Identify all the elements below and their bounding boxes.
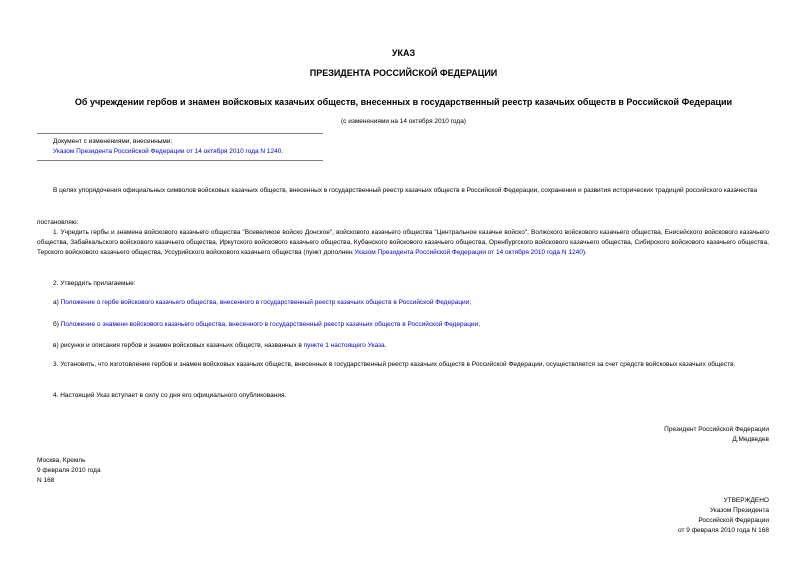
doc-name: Об учреждении гербов и знамен войсковых казачьих обществ, внесенных в государственный реестр казачьих обществ в Российской Федерации	[74, 97, 733, 107]
president-signature	[664, 425, 769, 445]
changes-label: Документ с изменениями, внесенными:	[53, 138, 173, 145]
approved-line-4: от 9 февраля 2010 года N 168	[678, 527, 769, 534]
signature-position: Президент Российской Федерации	[664, 426, 769, 433]
changes-link-suffix: .	[281, 148, 284, 155]
paragraph-2b-prefix: б)	[53, 321, 61, 328]
paragraph-1-link[interactable]: Указом Президента Российской Федерации от 14 октября 2010 года N 1240	[354, 249, 583, 256]
approved-line-3: Российской Федерации	[698, 517, 769, 524]
date: 9 февраля 2010 года	[37, 467, 101, 474]
paragraph-2b-end: ;	[478, 321, 480, 328]
changes-box	[37, 133, 323, 161]
changes-link[interactable]: Указом Президента Российской Федерации от 14 октября 2010 года N 1240	[53, 148, 282, 155]
clause-1-link[interactable]: пункте 1 настоящего Указа	[303, 342, 385, 349]
decree-number: N 168	[37, 477, 55, 484]
paragraph-2a-prefix: а)	[53, 299, 61, 306]
paragraph-2c-text: в) рисунки и описания гербов и знамен войсковых казачьих обществ, названных в	[53, 342, 304, 349]
paragraph-2c-end: .	[384, 342, 387, 349]
place: Москва, Кремль	[37, 457, 86, 464]
approved-line-2: Указом Президента	[709, 507, 769, 514]
signature-name: Д.Медведев	[732, 436, 769, 443]
banner-regulation-link[interactable]: Положение о знамени войскового казачьего общества, внесенного в государственный реестр казачьих обществ в Российской Федерации	[60, 321, 479, 328]
approved-line-1: УТВЕРЖДЕНО	[723, 497, 769, 504]
decree-word: постановляю:	[37, 219, 79, 226]
approved-block	[678, 496, 769, 536]
amendment-note: (с изменениями на 14 октября 2010 года)	[341, 118, 466, 125]
paragraph-2a-end: ;	[469, 299, 472, 306]
coat-of-arms-regulation-link[interactable]: Положение о гербе войскового казачьего общества, внесенного в государственный реестр казачьих обществ в Российской Федерации	[60, 299, 470, 306]
paragraph-3: 3. Установить, что изготовление гербов и знамен войсковых казачьих обществ, внесенных в государственный реестр казачьих обществ в Российской Федерации, осуществляется за счет средств войсковых казачьих обществ.	[53, 361, 736, 368]
paragraph-1-end: ).	[582, 249, 587, 256]
intro-paragraph: В целях упорядочения официальных символов войсковых казачьих обществ, внесенных в государственный реестр казачьих обществ в Российской Федерации, сохранения и развития исторических традиций российского казачества	[53, 187, 758, 194]
paragraph-2: 2. Утвердить прилагаемые:	[53, 280, 136, 287]
paragraph-4: 4. Настоящий Указ вступает в силу со дня его официального опубликования.	[53, 392, 287, 399]
paragraph-2c	[37, 341, 769, 351]
paragraph-2a	[37, 298, 769, 308]
paragraph-1	[37, 228, 769, 258]
doc-issuer: ПРЕЗИДЕНТА РОССИЙСКОЙ ФЕДЕРАЦИИ	[309, 68, 498, 78]
paragraph-1-text: 1. Учредить гербы и знамена войскового казачьего общества "Всевеликое войско Донское", войскового казачьего общества "Центральное казачье войско", Волжского войскового казачьего общества, Енисейского войскового казачьего общества, Забайкальского войскового казачьего общества, Иркутского войскового казачьего общества, Кубанского войскового казачьего общества, Оренбургского войскового казачьего общества, Сибирского войскового казачьего общества, Терского войскового казачьего общества, Уссурийского войскового казачьего общества (пункт дополнен	[37, 229, 769, 256]
paragraph-2b	[37, 320, 769, 330]
doc-title: УКАЗ	[391, 48, 416, 58]
place-date-block	[37, 456, 101, 486]
changes-line	[53, 147, 323, 157]
